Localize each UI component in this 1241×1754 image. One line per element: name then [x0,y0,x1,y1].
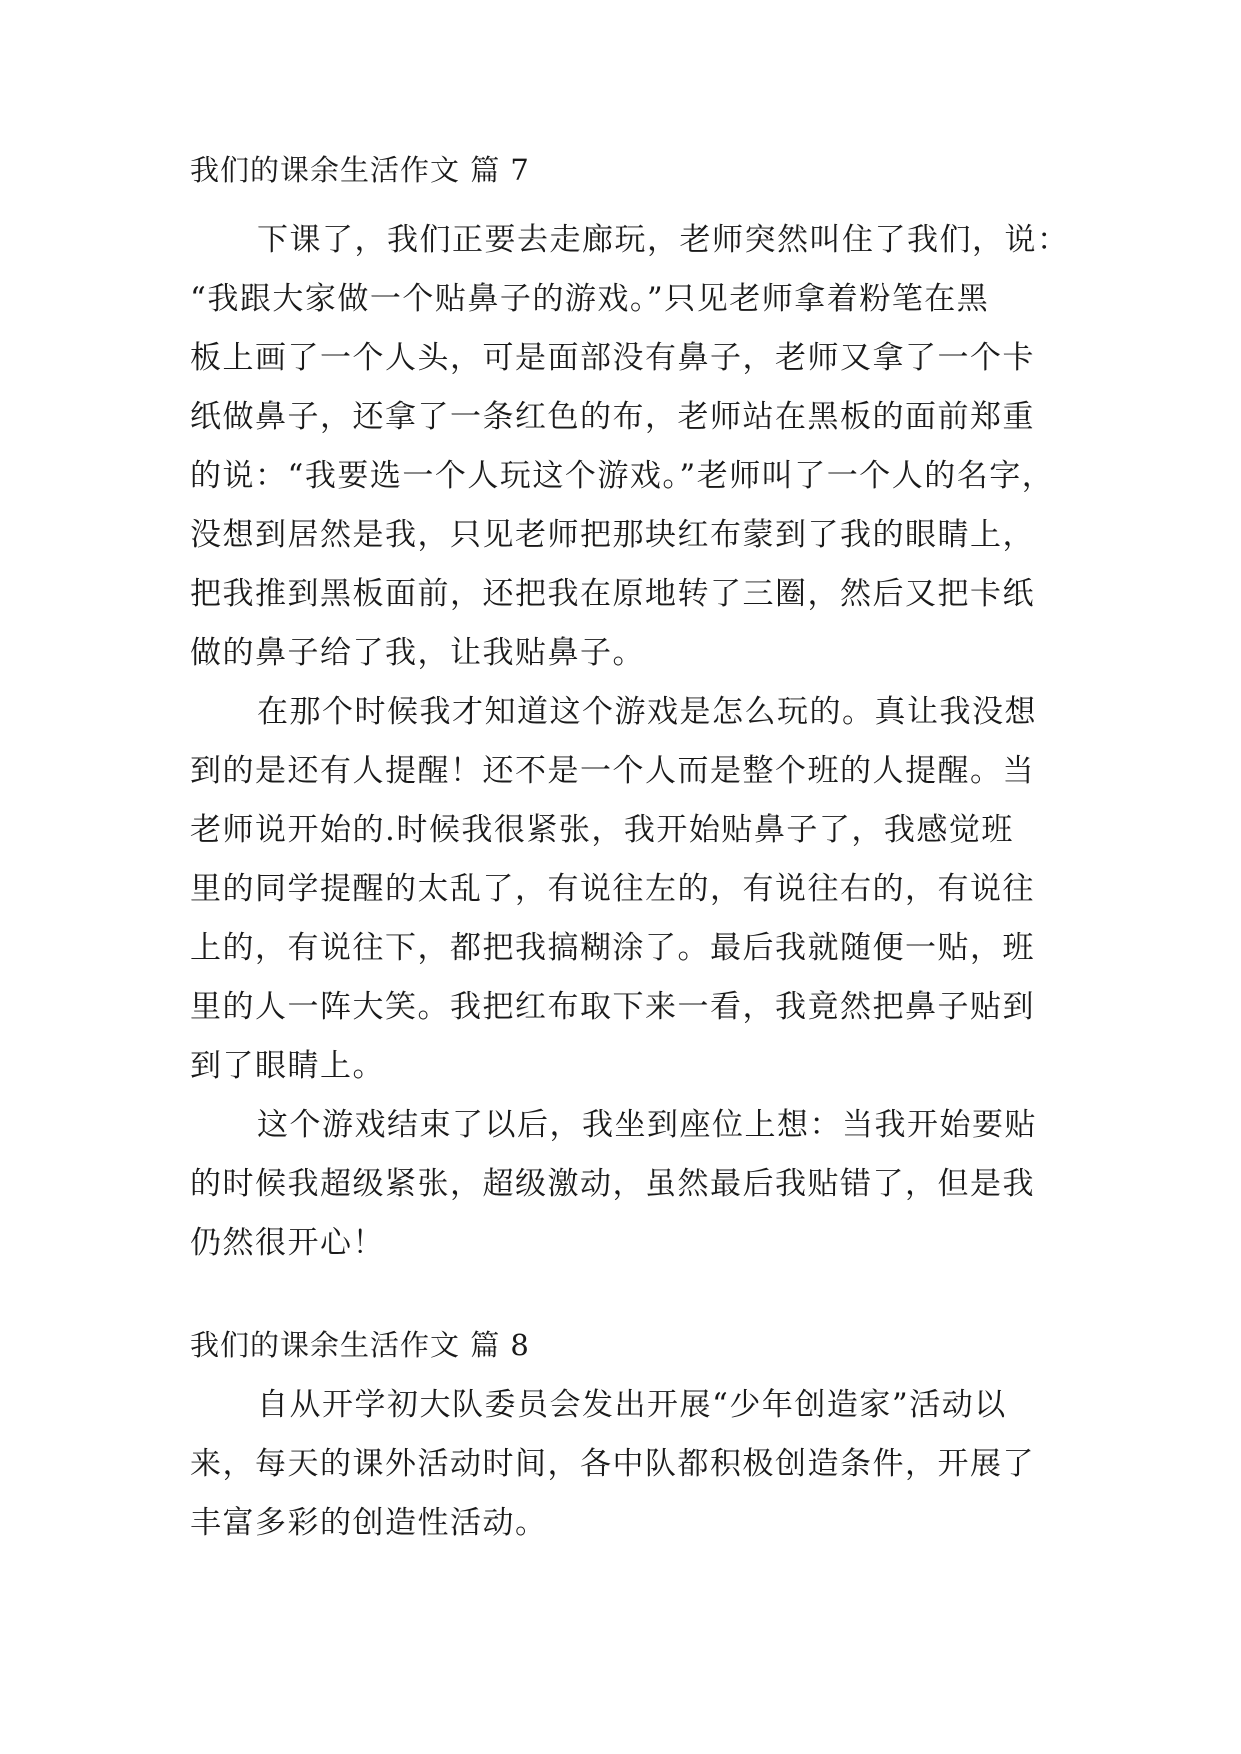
section-8-title: 我们的课余生活作文 篇 8 [190,1328,530,1362]
section-7-title: 我们的课余生活作文 篇 7 [190,153,530,187]
paragraph-line: 没想到居然是我，只见老师把那块红布蒙到了我的眼睛上， [190,517,1035,553]
paragraph-line: 上的，有说往下，都把我搞糊涂了。最后我就随便一贴，班 [190,930,1035,966]
paragraph-line: 纸做鼻子，还拿了一条红色的布，老师站在黑板的面前郑重 [190,399,1035,435]
paragraph-line: 把我推到黑板面前，还把我在原地转了三圈，然后又把卡纸 [190,576,1035,612]
paragraph-line: 做的鼻子给了我，让我贴鼻子。 [190,635,645,671]
paragraph-line: 的说：“我要选一个人玩这个游戏。”老师叫了一个人的名字， [190,458,1055,494]
paragraph-line: 到了眼睛上。 [190,1048,385,1084]
paragraph-line: 里的同学提醒的太乱了，有说往左的，有说往右的，有说往 [190,871,1035,907]
paragraph-line: 在那个时候我才知道这个游戏是怎么玩的。真让我没想 [257,694,1037,730]
paragraph-line: 自从开学初大队委员会发出开展“少年创造家”活动以 [257,1387,1007,1423]
paragraph-line: 这个游戏结束了以后，我坐到座位上想：当我开始要贴 [257,1107,1037,1143]
paragraph-line: 的时候我超级紧张，超级激动，虽然最后我贴错了，但是我 [190,1166,1035,1202]
paragraph-line: “我跟大家做一个贴鼻子的游戏。”只见老师拿着粉笔在黑 [190,281,990,317]
paragraph-line: 仍然很开心！ [190,1225,385,1261]
paragraph-line: 丰富多彩的创造性活动。 [190,1505,548,1541]
paragraph-line: 到的是还有人提醒！还不是一个人而是整个班的人提醒。当 [190,753,1035,789]
paragraph-line: 里的人一阵大笑。我把红布取下来一看，我竟然把鼻子贴到 [190,989,1035,1025]
paragraph-line: 板上画了一个人头，可是面部没有鼻子，老师又拿了一个卡 [190,340,1035,376]
paragraph-line: 来，每天的课外活动时间，各中队都积极创造条件，开展了 [190,1446,1035,1482]
paragraph-line: 老师说开始的.时候我很紧张，我开始贴鼻子了，我感觉班 [190,812,1014,848]
paragraph-line: 下课了，我们正要去走廊玩，老师突然叫住了我们，说： [257,222,1070,258]
